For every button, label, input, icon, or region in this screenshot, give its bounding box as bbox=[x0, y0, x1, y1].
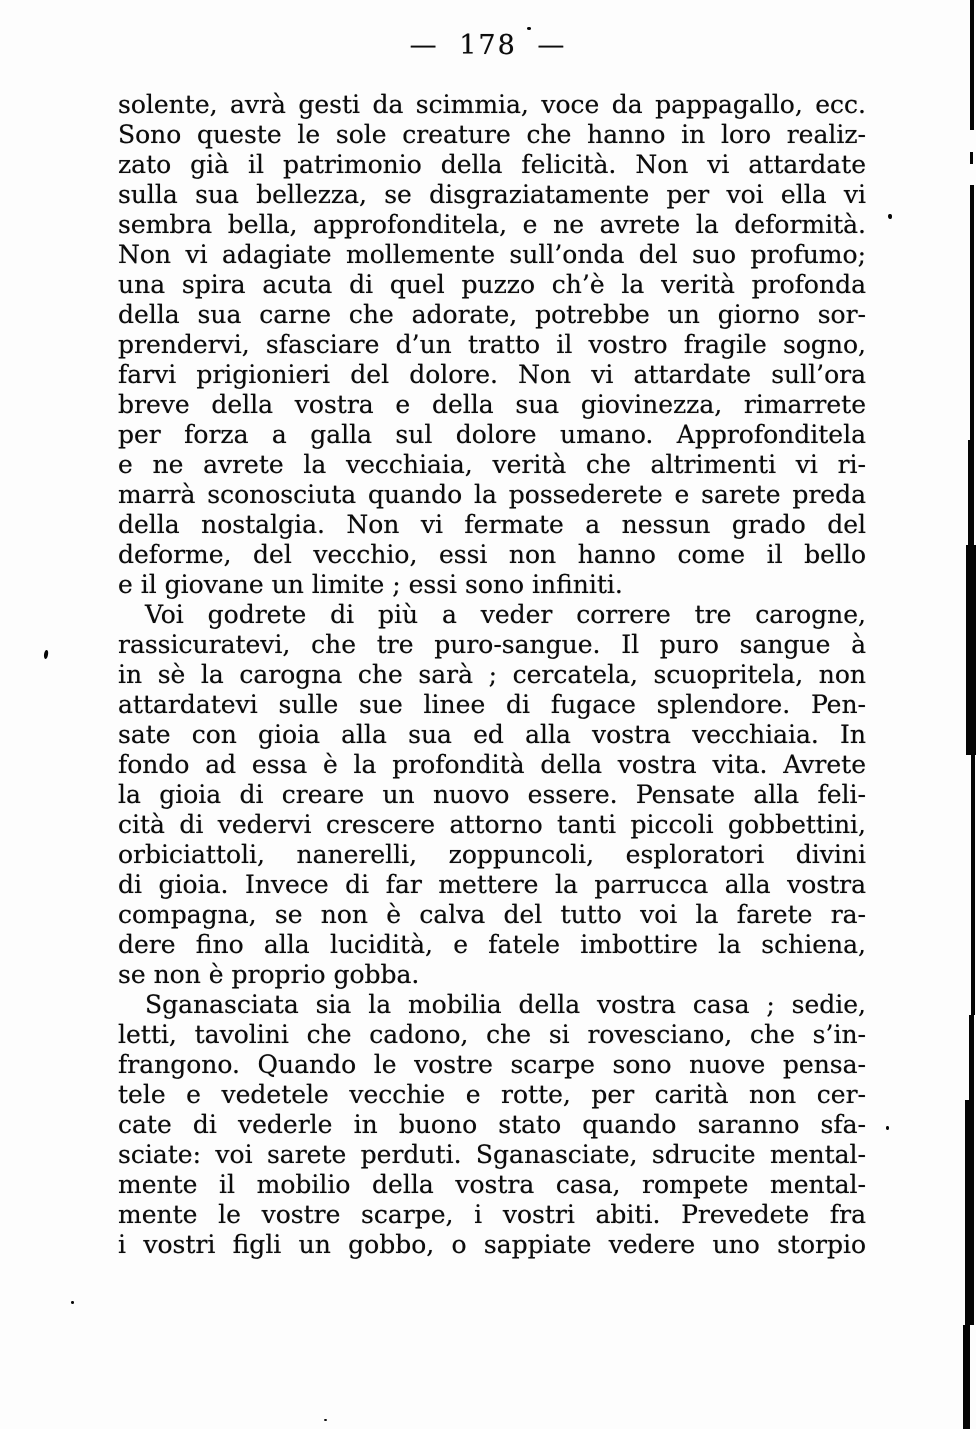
text-line: per forza a galla sul dolore umano. Approfonditela bbox=[118, 420, 866, 449]
ink-speck bbox=[71, 1301, 74, 1304]
text-line: solente, avrà gesti da scimmia, voce da pappagallo, ecc. bbox=[118, 90, 866, 119]
text-line: e il giovane un limite ; essi sono infiniti. bbox=[118, 570, 623, 599]
text-line: compagna, se non è calva del tutto voi la farete ra- bbox=[118, 900, 866, 929]
text-line: Sono queste le sole creature che hanno in loro realiz- bbox=[118, 120, 866, 149]
text-line: farvi prigionieri del dolore. Non vi attardate sull’ora bbox=[118, 360, 866, 389]
scan-edge-artifact bbox=[965, 1100, 974, 1325]
text-line: rassicuratevi, che tre puro-sangue. Il puro sangue à bbox=[118, 630, 866, 659]
scan-edge-artifact bbox=[969, 1015, 974, 1100]
ink-speck bbox=[527, 27, 531, 30]
scan-edge-artifact bbox=[970, 152, 973, 164]
text-line: sciate: voi sarete perduti. Sganasciate, sdrucite mental- bbox=[118, 1140, 866, 1169]
text-line: mente il mobilio della vostra casa, rompete mental- bbox=[118, 1170, 866, 1199]
text-line: Sganasciata sia la mobilia della vostra casa ; sedie, bbox=[145, 990, 866, 1019]
page-number-display: — 178 — bbox=[409, 30, 567, 61]
ink-speck bbox=[888, 214, 892, 219]
text-line: attardatevi sulle sue linee di fugace splendore. Pen- bbox=[118, 690, 866, 719]
scan-edge-artifact bbox=[970, 185, 974, 440]
scan-edge-artifact bbox=[970, 0, 974, 130]
text-line: prendervi, sfasciare d’un tratto il vostro fragile sogno, bbox=[118, 330, 866, 359]
text-line: cità di vedervi crescere attorno tanti piccoli gobbettini, bbox=[118, 810, 866, 839]
text-line: deforme, del vecchio, essi non hanno come il bello bbox=[118, 540, 866, 569]
text-line: della sua carne che adorate, potrebbe un giorno sor- bbox=[118, 300, 866, 329]
text-line: mente le vostre scarpe, i vostri abiti. Prevedete fra bbox=[118, 1200, 866, 1229]
text-line: zato già il patrimonio della felicità. Non vi attardate bbox=[118, 150, 866, 179]
scan-edge-artifact bbox=[966, 545, 976, 755]
text-line: tele e vedetele vecchie e rotte, per carità non cer- bbox=[118, 1080, 866, 1109]
scan-edge-artifact bbox=[968, 440, 974, 545]
scan-edge-artifact bbox=[963, 1325, 970, 1429]
text-line: di gioia. Invece di far mettere la parrucca alla vostra bbox=[118, 870, 866, 899]
text-line: sulla sua bellezza, se disgraziatamente per voi ella vi bbox=[118, 180, 866, 209]
ink-speck bbox=[324, 1419, 327, 1421]
text-line: fondo ad essa è la profondità della vostra vita. Avrete bbox=[118, 750, 866, 779]
text-line: dere fino alla lucidità, e fatele imbottire la schiena, bbox=[118, 930, 866, 959]
text-line: Voi godrete di più a veder correre tre carogne, bbox=[145, 600, 866, 629]
text-line: Non vi adagiate mollemente sull’onda del suo profumo; bbox=[118, 240, 866, 269]
page-header bbox=[0, 30, 976, 61]
text-line: orbiciattoli, nanerelli, zoppuncoli, esploratori divini bbox=[118, 840, 866, 869]
body-text bbox=[118, 90, 866, 1260]
text-line: della nostalgia. Non vi fermate a nessun grado del bbox=[118, 510, 866, 539]
text-line: la gioia di creare un nuovo essere. Pensate alla feli- bbox=[118, 780, 866, 809]
text-line: letti, tavolini che cadono, che si rovesciano, che s’in- bbox=[118, 1020, 866, 1049]
ink-speck bbox=[43, 650, 49, 660]
text-line: frangono. Quando le vostre scarpe sono nuove pensa- bbox=[118, 1050, 866, 1079]
text-line: sate con gioia alla sua ed alla vostra vecchiaia. In bbox=[118, 720, 866, 749]
ink-speck bbox=[886, 1126, 889, 1130]
text-line: marrà sconosciuta quando la possederete e sarete preda bbox=[118, 480, 866, 509]
text-line: se non è proprio gobba. bbox=[118, 960, 420, 989]
text-line: in sè la carogna che sarà ; cercatela, scuopritela, non bbox=[118, 660, 866, 689]
scan-edge-artifact bbox=[971, 755, 975, 1015]
text-line: breve della vostra e della sua giovinezza, rimarrete bbox=[118, 390, 866, 419]
text-line: i vostri figli un gobbo, o sappiate vedere uno storpio bbox=[118, 1230, 866, 1259]
text-line: e ne avrete la vecchiaia, verità che altrimenti vi ri- bbox=[118, 450, 866, 479]
text-line: una spira acuta di quel puzzo ch’è la verità profonda bbox=[118, 270, 866, 299]
text-line: cate di vederle in buono stato quando saranno sfa- bbox=[118, 1110, 866, 1139]
text-line: sembra bella, approfonditela, e ne avrete la deformità. bbox=[118, 210, 866, 239]
